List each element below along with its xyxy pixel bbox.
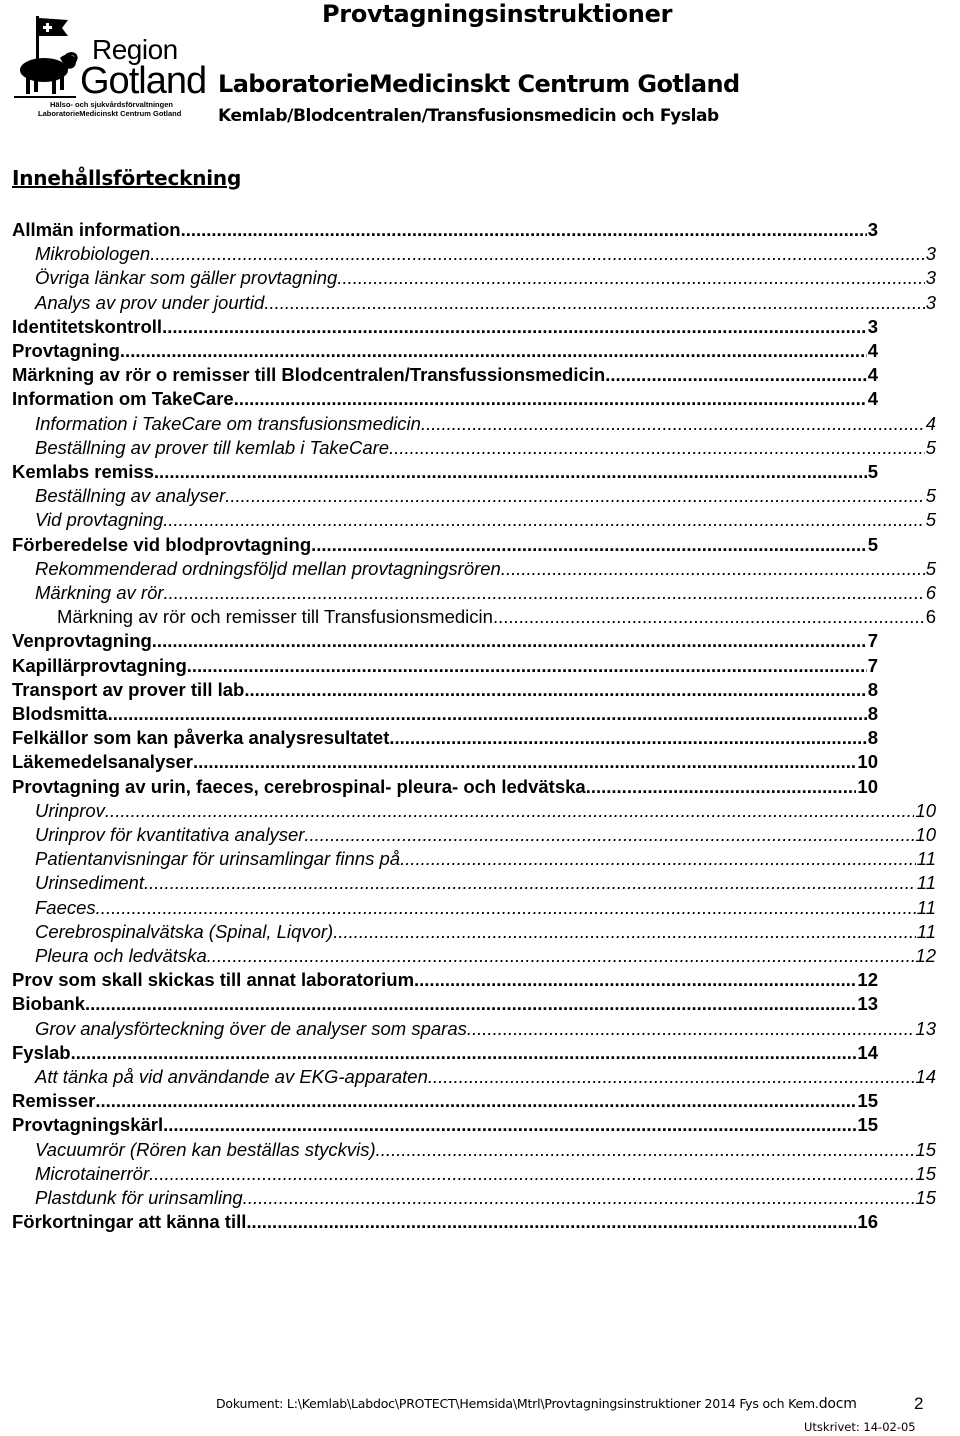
- toc-entry-page: 16: [857, 1211, 878, 1233]
- toc-dot-leader: [152, 629, 867, 653]
- toc-dot-leader: [239, 387, 867, 411]
- toc-dot-leader: [150, 242, 925, 266]
- toc-entry[interactable]: [12, 387, 878, 411]
- toc-entry-page: 5: [925, 509, 936, 531]
- toc-entry-page: 11: [916, 848, 936, 870]
- toc-dot-leader: [506, 557, 925, 581]
- toc-entry-page: 8: [867, 727, 878, 749]
- toc-dot-leader: [144, 871, 916, 895]
- toc-entry[interactable]: [35, 1186, 936, 1210]
- toc-entry-title: Identitetskontroll: [12, 315, 163, 337]
- toc-dot-leader: [162, 315, 867, 339]
- toc-dot-leader: [181, 218, 867, 242]
- toc-entry-title: Analys av prov under jourtid: [35, 291, 265, 313]
- toc-dot-leader: [225, 484, 924, 508]
- toc-entry-page: 7: [867, 654, 878, 676]
- toc-entry[interactable]: [12, 363, 878, 387]
- toc-entry[interactable]: [12, 339, 878, 363]
- toc-entry-page: 15: [915, 1162, 936, 1184]
- footer-print-date: Utskrivet: 14-02-05: [804, 1420, 916, 1434]
- toc-entry[interactable]: [12, 1041, 878, 1065]
- footer-extension: docm: [818, 1396, 857, 1412]
- toc-entry[interactable]: [12, 992, 878, 1016]
- toc-entry-title: Information om TakeCare.: [12, 388, 239, 410]
- toc-entry[interactable]: [35, 557, 936, 581]
- toc-entry-title: Läkemedelsanalyser: [12, 751, 194, 773]
- toc-dot-leader: [421, 412, 925, 436]
- toc-entry-page: 5: [867, 533, 878, 555]
- toc-dot-leader: [96, 896, 916, 920]
- toc-entry-page: 14: [857, 1041, 878, 1063]
- toc-heading: Innehållsförteckning: [12, 166, 242, 190]
- toc-dot-leader: [85, 992, 856, 1016]
- toc-entry-title: Provtagning av urin, faeces, cerebrospinal- pleura- och ledvätska: [12, 775, 586, 797]
- toc-entry-title: Kemlabs remiss: [12, 461, 154, 482]
- toc-entry-title: Faeces: [35, 896, 96, 918]
- toc-entry-page: 4: [867, 364, 878, 386]
- toc-entry-page: 4: [867, 388, 878, 410]
- toc-dot-leader: [467, 1017, 915, 1041]
- toc-entry-title: Prov som skall skickas till annat laboratorium: [12, 969, 415, 991]
- toc-entry-page: 10: [857, 775, 878, 797]
- toc-dot-leader: [243, 1186, 915, 1210]
- toc-entry[interactable]: [35, 484, 936, 508]
- toc-dot-leader: [163, 1113, 856, 1137]
- toc-entry-title: Blodsmitta: [12, 703, 108, 724]
- toc-entry-title: Urinprov: [35, 799, 105, 821]
- toc-entry[interactable]: [12, 315, 878, 339]
- toc-entry-title: Kapillärprovtagning: [12, 654, 187, 676]
- toc-dot-leader: [120, 339, 867, 363]
- toc-entry[interactable]: [35, 871, 936, 895]
- toc-entry-title: Biobank: [12, 993, 85, 1015]
- toc-entry-page: 5: [925, 485, 936, 507]
- toc-entry[interactable]: [35, 581, 936, 605]
- logo-text-gotland: Gotland: [80, 60, 207, 102]
- toc-entry-title: Att tänka på vid användande av EKG-apparaten: [35, 1066, 428, 1087]
- toc-dot-leader: [154, 460, 867, 484]
- toc-entry[interactable]: [12, 968, 878, 992]
- toc-entry-page: 12: [857, 969, 878, 991]
- toc-entry[interactable]: [35, 508, 936, 532]
- toc-entry-title: Provtagning: [12, 340, 120, 361]
- toc-entry-page: 15: [857, 1090, 878, 1112]
- toc-entry-page: 3: [867, 315, 878, 337]
- toc-entry-title: Övriga länkar som gäller provtagning: [35, 267, 338, 289]
- toc-entry[interactable]: [12, 1113, 878, 1137]
- toc-entry-title: Rekommenderad ordningsföljd mellan provtagningsrören.: [35, 557, 506, 579]
- toc-dot-leader: [246, 1210, 856, 1234]
- toc-dot-leader: [105, 799, 915, 823]
- toc-entry-title: Venprovtagning: [12, 630, 152, 652]
- toc-dot-leader: [108, 702, 867, 726]
- toc-entry-title: Urinsediment: [35, 872, 144, 894]
- toc-entry[interactable]: [12, 629, 878, 653]
- toc-dot-leader: [428, 1065, 915, 1089]
- toc-entry[interactable]: [35, 1138, 936, 1162]
- toc-entry[interactable]: [12, 726, 878, 750]
- toc-entry-page: 8: [867, 703, 878, 724]
- toc-entry[interactable]: [35, 412, 936, 436]
- toc-entry-page: 15: [857, 1114, 878, 1136]
- toc-dot-leader: [163, 508, 924, 532]
- toc-dot-leader: [71, 1041, 857, 1065]
- toc-entry[interactable]: [35, 799, 936, 823]
- toc-entry-page: 5: [925, 557, 936, 579]
- toc-entry-title: Information i TakeCare om transfusionsmedicin: [35, 412, 421, 434]
- toc-entry-title: Märkning av rör o remisser till Blodcentralen/Transfussionsmedicin: [12, 364, 606, 386]
- toc-dot-leader: [95, 1089, 856, 1113]
- toc-entry[interactable]: [35, 1017, 936, 1041]
- toc-entry-page: 11: [916, 872, 936, 894]
- department-name: Kemlab/Blodcentralen/Transfusionsmedicin och Fyslab: [218, 106, 719, 126]
- toc-entry[interactable]: [35, 1162, 936, 1186]
- toc-entry-title: Grov analysförteckning över de analyser som sparas: [35, 1017, 467, 1039]
- toc-entry[interactable]: [12, 654, 878, 678]
- toc-entry-title: Allmän information: [12, 219, 181, 240]
- toc-dot-leader: [249, 678, 866, 702]
- toc-entry[interactable]: [12, 1210, 878, 1234]
- toc-dot-leader: [493, 605, 925, 629]
- toc-entry-title: Mikrobiologen: [35, 243, 151, 265]
- toc-entry-page: 6: [925, 582, 936, 603]
- logo-text-region: Region: [92, 34, 178, 65]
- toc-entry-page: 6: [925, 606, 936, 628]
- toc-entry-page: 3: [925, 291, 936, 313]
- toc-entry-page: 12: [915, 945, 936, 966]
- toc-entry-page: 7: [867, 630, 878, 652]
- toc-dot-leader: [149, 1162, 914, 1186]
- toc-entry-page: 14: [915, 1066, 936, 1087]
- toc-entry-title: Förkortningar att känna till: [12, 1211, 247, 1233]
- toc-entry[interactable]: [12, 678, 878, 702]
- toc-entry-page: 15: [915, 1138, 936, 1160]
- toc-dot-leader: [414, 968, 856, 992]
- toc-entry-title: Urinprov för kvantitativa analyser: [35, 824, 305, 845]
- toc-entry[interactable]: [35, 944, 936, 968]
- toc-dot-leader: [586, 775, 857, 799]
- logo-subtitle-1: Hälso- och sjukvårdsförvaltningen: [50, 100, 173, 109]
- toc-entry-page: 8: [867, 678, 878, 700]
- toc-dot-leader: [164, 581, 925, 605]
- toc-entry-page: 11: [916, 920, 936, 942]
- toc-entry-title: Märkning av rör: [35, 582, 164, 603]
- toc-dot-leader: [333, 920, 916, 944]
- sheep-with-flag-icon: [10, 16, 82, 100]
- toc-entry[interactable]: [12, 1089, 878, 1113]
- toc-entry[interactable]: [35, 823, 936, 847]
- toc-entry[interactable]: [12, 218, 878, 242]
- toc-entry-page: 3: [925, 267, 936, 289]
- toc-entry-title: Beställning av prover till kemlab i TakeCare: [35, 436, 390, 458]
- toc-dot-leader: [389, 436, 925, 460]
- toc-entry-page: 10: [915, 824, 936, 845]
- toc-entry-title: Fyslab: [12, 1041, 71, 1063]
- toc-entry[interactable]: [57, 605, 936, 629]
- toc-entry-page: 10: [857, 751, 878, 773]
- toc-dot-leader: [304, 823, 914, 847]
- toc-entry-page: 13: [857, 993, 878, 1015]
- toc-entry[interactable]: [35, 242, 936, 266]
- toc-entry-title: Felkällor som kan påverka analysresultatet: [12, 727, 390, 749]
- toc-entry[interactable]: [12, 775, 878, 799]
- footer-path-text: Dokument: L:\Kemlab\Labdoc\PROTECT\Hemsida\Mtrl\Provtagningsinstruktioner 2014 Fys och Kem.: [216, 1396, 819, 1411]
- toc-entry-page: 3: [925, 243, 936, 265]
- logo-subtitle-2: LaboratorieMedicinskt Centrum Gotland: [38, 109, 182, 118]
- toc-entry-title: Märkning av rör och remisser till Transfusionsmedicin: [57, 606, 493, 628]
- toc-entry-title: Transport av prover till lab.: [12, 678, 250, 700]
- toc-dot-leader: [193, 750, 856, 774]
- toc-entry-title: Remisser: [12, 1090, 96, 1112]
- toc-entry[interactable]: [12, 702, 878, 726]
- toc-entry[interactable]: [12, 533, 878, 557]
- toc-entry-page: 11: [916, 896, 936, 918]
- toc-entry[interactable]: [35, 896, 936, 920]
- toc-entry-title: Cerebrospinalvätska (Spinal, Liqvor): [35, 920, 334, 942]
- toc-entry[interactable]: [12, 750, 878, 774]
- toc-entry-title: Pleura och ledvätska: [35, 945, 207, 966]
- toc-dot-leader: [605, 363, 867, 387]
- toc-entry-page: 3: [867, 219, 878, 240]
- toc-entry-title: Vacuumrör (Rören kan beställas styckvis): [35, 1138, 376, 1160]
- toc-dot-leader: [264, 291, 924, 315]
- toc-entry-title: Förberedelse vid blodprovtagning: [12, 533, 312, 555]
- toc-dot-leader: [389, 726, 866, 750]
- toc-entry-title: Patientanvisningar för urinsamlingar finns på: [35, 848, 401, 870]
- toc-entry[interactable]: [12, 460, 878, 484]
- toc-entry[interactable]: [35, 847, 936, 871]
- toc-entry[interactable]: [35, 436, 936, 460]
- toc-entry[interactable]: [35, 266, 936, 290]
- toc-entry-page: 5: [867, 461, 878, 482]
- organization-name: LaboratorieMedicinskt Centrum Gotland: [218, 70, 740, 98]
- toc-entry-title: Plastdunk för urinsamling: [35, 1187, 243, 1208]
- toc-entry-page: 13: [915, 1017, 936, 1039]
- toc-entry[interactable]: [35, 1065, 936, 1089]
- toc-entry-page: 10: [915, 799, 936, 821]
- toc-entry-page: 15: [915, 1187, 936, 1208]
- toc-entry-page: 4: [867, 340, 878, 361]
- footer-document-path: [216, 1396, 857, 1412]
- toc-dot-leader: [337, 266, 924, 290]
- document-title: Provtagningsinstruktioner: [322, 0, 673, 28]
- toc-entry-page: 5: [925, 436, 936, 458]
- footer-page-number: 2: [914, 1394, 924, 1413]
- toc-dot-leader: [400, 847, 916, 871]
- toc-entry-page: 4: [925, 412, 936, 434]
- region-gotland-logo: [10, 12, 207, 118]
- toc-dot-leader: [376, 1138, 915, 1162]
- toc-dot-leader: [207, 944, 915, 968]
- toc-entry[interactable]: [35, 920, 936, 944]
- toc-entry-title: Provtagningskärl: [12, 1114, 164, 1136]
- toc-entry-title: Vid provtagning: [35, 509, 164, 531]
- toc-entry[interactable]: [35, 291, 936, 315]
- toc-dot-leader: [311, 533, 867, 557]
- toc-entry-title: Microtainerrör: [35, 1162, 150, 1184]
- toc-dot-leader: [187, 654, 867, 678]
- toc-entry-title: Beställning av analyser: [35, 485, 226, 507]
